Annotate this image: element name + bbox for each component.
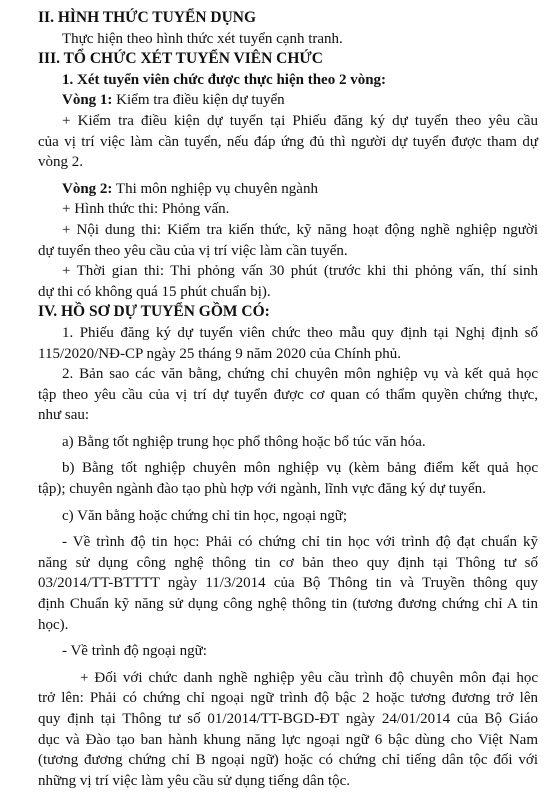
- it-requirement-line: 03/2014/TT-BTTTT ngày 11/3/2014 của Bộ Thông tin và Truyền thông quy: [38, 575, 538, 592]
- round-1-para-line: của vị trí việc làm cần tuyển, nếu đáp ứng đủ thì người dự tuyển được tham dự: [38, 133, 538, 150]
- item-2-line: 2. Bản sao các văn bằng, chứng chỉ chuyên môn nghiệp vụ và kết quả học: [62, 366, 538, 383]
- item-2-line: tập theo yêu cầu của vị trí dự tuyển được cơ quan có thẩm quyền chứng thực,: [38, 386, 538, 403]
- round-2-form: + Hình thức thi: Phỏng vấn.: [62, 201, 230, 218]
- item-1-line: 1. Phiếu đăng ký dự tuyển viên chức theo mẫu quy định tại Nghị định số: [62, 324, 538, 341]
- round-2-line: [38, 179, 538, 200]
- round-2-content-line: + Nội dung thi: Kiểm tra kiến thức, kỹ năng hoạt động nghề nghiệp người: [62, 221, 538, 238]
- round-1-line: [38, 90, 538, 111]
- section-4-heading: IV. HỒ SƠ DỰ TUYỂN GỒM CÓ:: [38, 303, 270, 321]
- item-2b-line: tập); chuyên ngành đào tạo phù hợp với ngành, lĩnh vực đăng ký dự tuyển.: [38, 481, 486, 498]
- language-line: (tương đương chứng chỉ B ngoại ngữ) hoặc có chứng chỉ tiếng dân tộc đối với: [38, 752, 538, 769]
- section-2-heading: II. HÌNH THỨC TUYỂN DỤNG: [38, 9, 257, 26]
- round-1-label: Vòng 1:: [62, 92, 113, 109]
- item-2b-line: b) Bằng tốt nghiệp chuyên môn nghiệp vụ (kèm bảng điểm kết quả học: [62, 460, 538, 477]
- section-3-heading: III. TỔ CHỨC XÉT TUYỂN VIÊN CHỨC: [38, 50, 323, 68]
- round-1-para-line: vòng 2.: [38, 154, 83, 171]
- item-2a: a) Bằng tốt nghiệp trung học phổ thông hoặc bổ túc văn hóa.: [62, 433, 426, 450]
- section-3-subheading: 1. Xét tuyển viên chức được thực hiện theo 2 vòng:: [62, 71, 387, 88]
- item-1-line: 115/2020/NĐ-CP ngày 25 tháng 9 năm 2020 của Chính phủ.: [38, 345, 402, 362]
- item-2c: c) Văn bằng hoặc chứng chỉ tin học, ngoại ngữ;: [62, 507, 348, 524]
- round-2-title: Thi môn nghiệp vụ chuyên ngành: [112, 180, 318, 197]
- it-requirement-line: - Về trình độ tin học: Phải có chứng chỉ tin học với trình độ đạt chuẩn kỹ: [62, 534, 538, 551]
- language-line: quy định tại Thông tư số 01/2014/TT-BGD-ĐT ngày 24/01/2014 của Bộ Giáo: [38, 711, 538, 727]
- language-line: + Đối với chức danh nghề nghiệp yêu cầu trình độ chuyên môn đại học: [80, 669, 538, 686]
- it-requirement-line: học).: [38, 616, 69, 633]
- language-line: những vị trí việc làm yêu cầu sử dụng tiếng dân tộc.: [38, 772, 351, 789]
- round-1-title: Kiểm tra điều kiện dự tuyển: [112, 92, 285, 109]
- round-2-content-line: dự tuyển theo yêu cầu của vị trí việc làm cần tuyển.: [38, 242, 348, 259]
- round-1-para-line: + Kiểm tra điều kiện dự tuyển tại Phiếu đăng ký dự tuyển theo yêu cầu: [62, 112, 538, 129]
- round-2-time-line: + Thời gian thi: Thi phỏng vấn 30 phút (trước khi thi phỏng vấn, thí sinh: [62, 263, 538, 280]
- section-2-text: Thực hiện theo hình thức xét tuyển cạnh tranh.: [62, 30, 343, 47]
- language-line: trở lên: Phải có chứng chỉ ngoại ngữ trình độ bậc 2 hoặc tương đương trở lên: [38, 690, 538, 707]
- item-2-line: như sau:: [38, 407, 90, 424]
- round-2-label: Vòng 2:: [62, 180, 113, 197]
- round-2-time-line: dự thi có không quá 15 phút chuẩn bị).: [38, 283, 271, 300]
- language-heading: - Về trình độ ngoại ngữ:: [62, 643, 207, 660]
- it-requirement-line: năng sử dụng công nghệ thông tin cơ bản theo quy định tại Thông tư số: [38, 554, 538, 571]
- language-line: dục và Đào tạo ban hành khung năng lực ngoại ngữ 6 bậc dùng cho Việt Nam: [38, 731, 538, 748]
- it-requirement-line: định Chuẩn kỹ năng sử dụng công nghệ thông tin (tương đương chứng chỉ A tin: [38, 596, 538, 613]
